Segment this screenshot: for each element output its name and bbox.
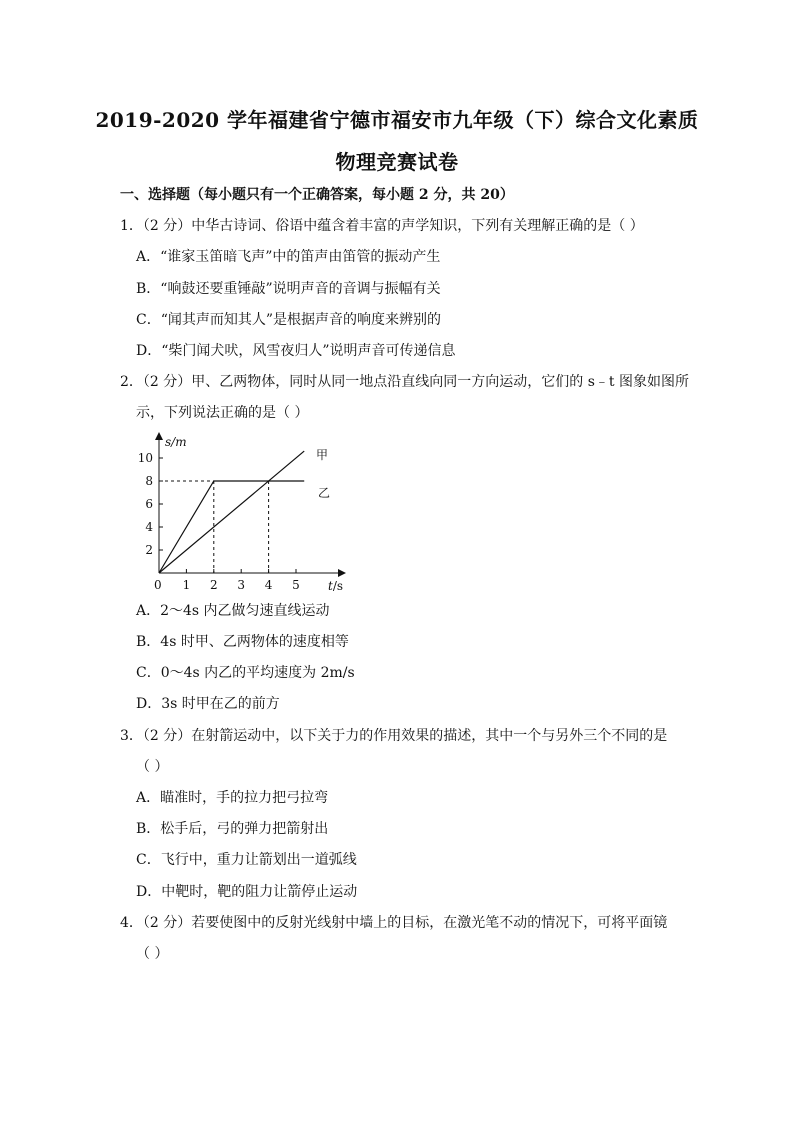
q4-stem-line-2: （ ）: [136, 946, 169, 962]
q1-option-b: B．“响鼓还要重锤敲”说明声音的音调与振幅有关: [136, 281, 441, 297]
title-line-1: 2019-2020 学年福建省宁德市福安市九年级（下）综合文化素质: [95, 108, 699, 132]
series-label-yi: 乙: [318, 486, 331, 500]
x-tick-label: 5: [292, 578, 300, 592]
q3-option-c: C．飞行中，重力让箭划出一道弧线: [136, 852, 357, 868]
q2-stem-line-2: 示，下列说法正确的是（ ）: [136, 405, 309, 421]
q3-stem-line-2: （ ）: [136, 759, 169, 775]
x-tick-label: 4: [264, 578, 273, 592]
q3-option-d: D．中靶时，靶的阻力让箭停止运动: [136, 884, 358, 900]
series-label-jia: 甲: [316, 448, 329, 462]
x-tick-label: 1: [182, 578, 191, 592]
x-axis-label-unit: /s: [332, 579, 344, 593]
x-axis-label: [328, 579, 343, 593]
y-axis-label: s/m: [165, 435, 187, 449]
section-heading: 一、选择题（每小题只有一个正确答案，每小题 2 分，共 20）: [120, 187, 514, 203]
q1-option-c: C．“闻其声而知其人”是根据声音的响度来辨别的: [136, 312, 442, 328]
y-tick-label: 4: [145, 520, 153, 534]
q2-option-c: C．0～4s 内乙的平均速度为 2m/s: [136, 665, 355, 681]
y-tick-label: 10: [137, 451, 153, 465]
y-tick-label: 6: [145, 497, 153, 511]
q2-option-d: D．3s 时甲在乙的前方: [136, 696, 280, 712]
q1-option-d: D．“柴门闻犬吠，风雪夜归人”说明声音可传递信息: [136, 343, 456, 359]
x-tick-label: 3: [237, 578, 246, 592]
q1-option-a: A．“谁家玉笛暗飞声”中的笛声由笛管的振动产生: [136, 249, 441, 265]
q2-stem-line-1: 2．（2 分）甲、乙两物体，同时从同一地点沿直线向同一方向运动，它们的 s﹣t 图象如图所: [120, 374, 689, 390]
q3-option-a: A．瞄准时，手的拉力把弓拉弯: [136, 790, 329, 806]
title-line-2: 物理竞赛试卷: [335, 150, 459, 174]
x-axis-label-var: t: [328, 579, 333, 593]
q2-option-a: A．2～4s 内乙做匀速直线运动: [136, 603, 330, 619]
q3-stem-line-1: 3．（2 分）在射箭运动中，以下关于力的作用效果的描述，其中一个与另外三个不同的是: [120, 728, 668, 744]
q1-stem: 1．（2 分）中华古诗词、俗语中蕴含着丰富的声学知识，下列有关理解正确的是（ ）: [120, 218, 644, 234]
series-line-jia: [159, 451, 304, 573]
y-tick-label: 2: [145, 543, 153, 557]
y-tick-label: 8: [145, 474, 153, 488]
q2-option-b: B．4s 时甲、乙两物体的速度相等: [136, 634, 349, 650]
origin-label: 0: [154, 578, 162, 592]
x-tick-label: 2: [209, 578, 218, 592]
s-t-graph: [132, 430, 362, 595]
q3-option-b: B．松手后，弓的弹力把箭射出: [136, 821, 329, 837]
q4-stem-line-1: 4．（2 分）若要使图中的反射光线射中墙上的目标，在激光笔不动的情况下，可将平面镜: [120, 915, 668, 931]
series-line-yi: [159, 481, 304, 573]
